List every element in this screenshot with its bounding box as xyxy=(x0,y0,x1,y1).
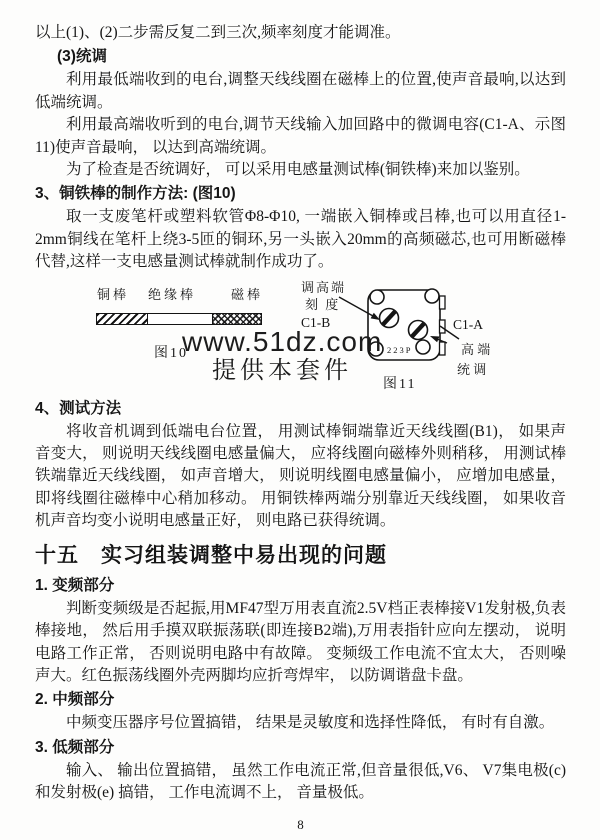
paragraph-intro: 以上(1)、(2)二步需反复二到三次,频率刻度才能调准。 xyxy=(35,24,401,41)
mounting-hole-icon xyxy=(369,342,383,356)
test-rod-bar xyxy=(96,313,262,325)
figure-10-caption: 图10 xyxy=(154,345,188,361)
figure-11-caption: 图11 xyxy=(383,376,417,392)
mounting-hole-icon xyxy=(416,340,430,354)
paragraph-if-part: 中频变压器序号位置搞错， 结果是灵敏度和选择性降低， 有时有自激。 xyxy=(66,714,555,732)
insulator-segment xyxy=(148,313,212,325)
pin-tab-icon xyxy=(440,296,446,309)
heading-lf-part: 3. 低频部分 xyxy=(35,738,115,756)
c1a-label-line2: 统 调 xyxy=(457,361,487,377)
heading-if-part: 2. 中频部分 xyxy=(35,691,115,709)
pin-tab-icon xyxy=(440,342,446,355)
figure-10-test-rod-diagram xyxy=(35,279,285,396)
c1b-label: C1-B xyxy=(301,314,331,330)
c1a-label-line1: 高 端 xyxy=(461,341,491,357)
figure-row xyxy=(35,279,566,396)
paragraph-make: 取一支废笔杆或塑料软管Φ8-Φ10, 一端嵌入铜棒或吕棒,也可以用直径1-2mm铜线在笔杆上绕3-5匝的铜环,另一头嵌入20mm的高频磁芯,也可用断磁棒代替,这样一支电感量测试棒就制作成功了。 xyxy=(35,208,566,271)
magnet-rod-label: 磁棒 xyxy=(231,286,264,302)
trimmer-capacitor-drawing xyxy=(293,279,566,396)
copper-segment-hatch-icon xyxy=(96,313,148,325)
magnet-segment-crosshatch-icon xyxy=(212,313,262,325)
mounting-hole-icon xyxy=(425,289,439,303)
paragraph-converter-part: 判断变频级是否起振,用MF47型万用表直流2.5V档正表棒接V1发射极,负表棒接地， 然后用手摸双联振荡联(即连接B2端),万用表指针应向左摆动， 说明电路工作正常， 否则说明电路中有故障。 变频级工作电流不宜太大， 否则噪声大。红色振荡线圈外壳两脚均应折弯焊牢， 以防调谐盘卡盘。 xyxy=(35,599,566,684)
section-15-heading: 十五 实习组装调整中易出现的问题 xyxy=(35,543,387,567)
insulator-rod-label: 绝缘棒 xyxy=(148,286,197,302)
figure-11-trimmer-capacitor-diagram xyxy=(293,279,566,396)
c1b-label-line2: 刻 度 xyxy=(305,296,341,312)
paragraph-high-end: 利用最高端收听到的电台,调节天线输入加回路中的微调电容(C1-A、示图11)使声音最响， 以达到高端统调。 xyxy=(35,116,566,156)
paragraph-check: 为了检查是否统调好， 可以采用电感量测试棒(铜铁棒)来加以鉴别。 xyxy=(66,161,530,179)
heading-test-method: 4、测试方法 xyxy=(35,399,122,417)
part-marking: 223P xyxy=(387,344,413,355)
watermark-url: www.51dz.com xyxy=(182,325,383,357)
paragraph-low-end: 利用最低端收到的电台,调整天线线圈在磁棒上的位置,使声音最响,以达到低端统调。 xyxy=(35,71,566,111)
heading-converter-part: 1. 变频部分 xyxy=(35,576,115,594)
heading-make-method: 3、铜铁棒的制作方法: (图10) xyxy=(35,185,236,203)
paragraph-test-method: 将收音机调到低端电台位置， 用测试棒铜端靠近天线线圈(B1)， 如果声音变大， 则说明天线线圈电感量偏大， 应将线圈向磁棒外则稍移， 用测试棒铁端靠近天线线圈， 如声音增大， 则说明线圈电感量偏小， 应增加电感量， 即将线圈往磁棒中心稍加移动。 用铜铁棒两端分别靠近天线线圈， 如果收音机声音均变小说明电感量正好， 则电路已获得统调。 xyxy=(35,422,566,530)
c1a-label: C1-A xyxy=(453,316,483,332)
copper-rod-label: 铜棒 xyxy=(97,286,130,302)
watermark-slogan: 提供本套件 xyxy=(212,356,352,384)
c1b-label-line1: 调高端 xyxy=(301,279,347,295)
mounting-hole-icon xyxy=(370,290,384,304)
page-number: 8 xyxy=(297,816,304,832)
paragraph-lf-part: 输入、 输出位置搞错， 虽然工作电流正常,但音量很低,V6、 V7集电极(c)和发射极(e) 搞错， 工作电流调不上， 音量极低。 xyxy=(35,761,566,802)
heading-tongtiao: (3)统调 xyxy=(57,48,107,66)
